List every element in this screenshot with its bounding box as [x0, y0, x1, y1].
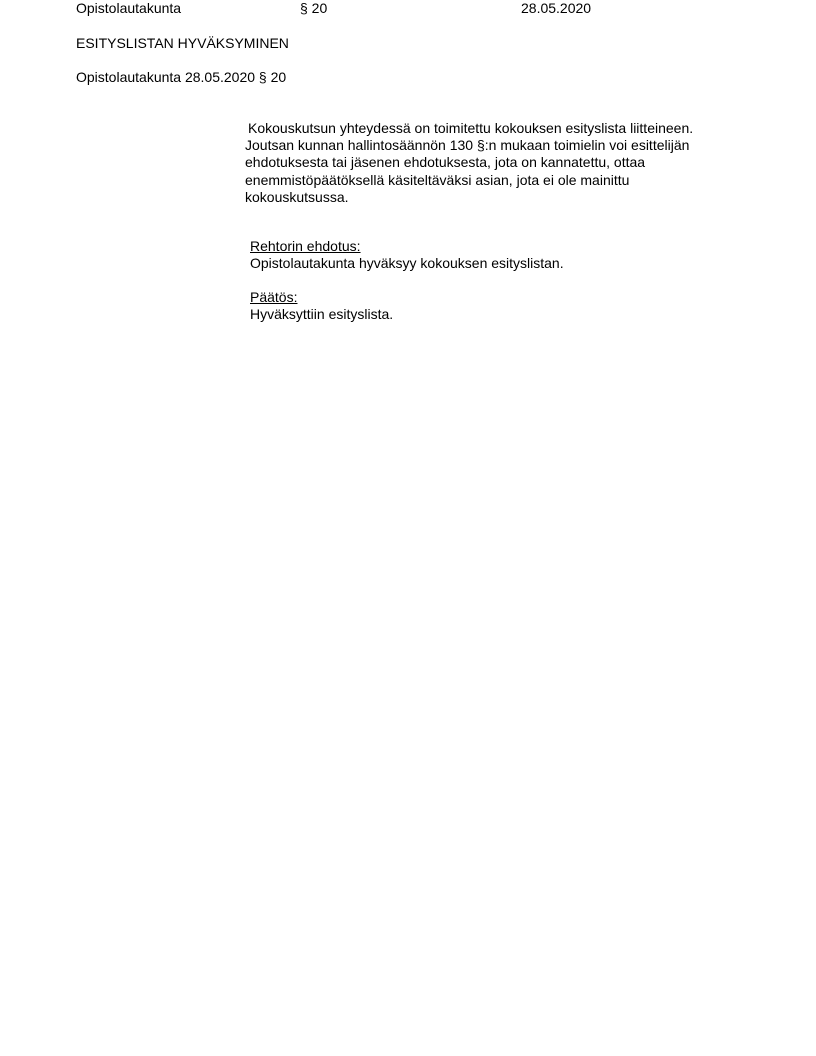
decision-block — [250, 289, 393, 323]
proposal-block — [250, 238, 564, 272]
decision-text: Hyväksyttiin esityslista. — [250, 306, 394, 322]
proposal-heading: Rehtorin ehdotus: — [250, 238, 361, 254]
item-reference: Opistolautakunta 28.05.2020 § 20 — [76, 69, 287, 85]
proposal-text: Opistolautakunta hyväksyy kokouksen esityslistan. — [250, 255, 564, 271]
item-title: ESITYSLISTAN HYVÄKSYMINEN — [76, 35, 289, 51]
description-line: Kokouskutsun yhteydessä on toimitettu kokouksen esityslista liitteineen. — [248, 120, 694, 136]
item-description — [245, 120, 725, 206]
description-line: enemmistöpäätöksellä käsiteltäväksi asian, jota ei ole mainittu — [245, 171, 630, 188]
description-line: Joutsan kunnan hallintosäännön 130 §:n mukaan toimielin voi esittelijän — [245, 137, 690, 154]
description-line: kokouskutsussa. — [245, 188, 349, 205]
header-date: 28.05.2020 — [521, 0, 592, 16]
description-line: ehdotuksesta tai jäsenen ehdotuksesta, jota on kannatettu, ottaa — [245, 154, 646, 171]
decision-heading: Päätös: — [250, 289, 298, 305]
header-section-number: § 20 — [300, 0, 328, 16]
header-organization: Opistolautakunta — [76, 0, 182, 16]
